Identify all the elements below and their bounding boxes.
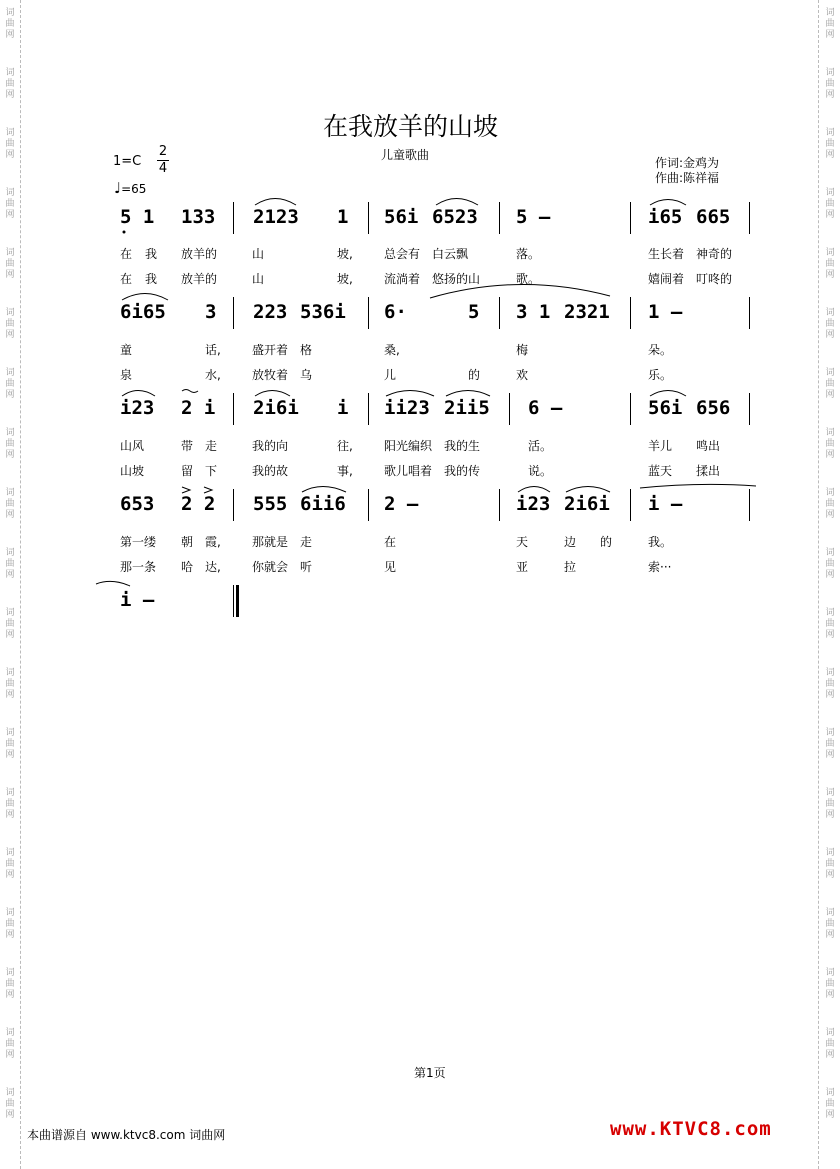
side-watermark-text: 词 曲 网 xyxy=(825,8,835,40)
side-watermark-text: 词 曲 网 xyxy=(5,668,15,700)
lyric: 神奇的 xyxy=(696,247,733,261)
side-watermark-text: 词 曲 网 xyxy=(825,188,835,220)
lyric: 我的生 xyxy=(444,439,481,453)
lyric: 桑, xyxy=(384,343,400,357)
slur xyxy=(446,391,490,397)
quarter-note-icon: ♩ xyxy=(114,179,122,197)
note-group: 2i6i xyxy=(564,493,610,515)
side-watermark-text: 词 曲 网 xyxy=(825,368,835,400)
side-watermark-text: 词 曲 网 xyxy=(825,1028,835,1060)
note-group: i – xyxy=(648,493,683,515)
accent xyxy=(182,487,190,493)
note-group: 2123 xyxy=(253,206,299,228)
lyric: 第一缕 xyxy=(120,535,157,549)
lyric: 白云飘 xyxy=(432,247,469,261)
slur xyxy=(122,391,155,397)
lyric: 活。 xyxy=(528,439,553,453)
lyric: 揉出 xyxy=(696,464,721,478)
side-watermark-text: 词 曲 网 xyxy=(825,968,835,1000)
note-group: 6· xyxy=(384,301,407,323)
note-group: 2 – xyxy=(384,493,419,515)
note-group: i65 xyxy=(648,206,683,228)
side-watermark-text: 词 曲 网 xyxy=(825,308,835,340)
lyric: 放牧着 xyxy=(252,368,289,382)
lyric: 流淌着 xyxy=(384,272,421,286)
lyric: 羊儿 xyxy=(648,439,673,453)
lyric: 听 xyxy=(300,560,313,574)
side-watermark-text: 词 曲 网 xyxy=(5,8,15,40)
side-watermark-text: 词 曲 网 xyxy=(825,428,835,460)
side-watermark-text: 词 曲 网 xyxy=(825,668,835,700)
note-group: i xyxy=(337,397,349,419)
note-group: 665 xyxy=(696,206,731,228)
note-group: 3 1 xyxy=(516,301,551,323)
lyric: 哈 xyxy=(181,560,194,574)
lyric: 亚 xyxy=(516,560,529,574)
lyric: 朝 xyxy=(181,535,194,549)
song-subtitle: 儿童歌曲 xyxy=(381,148,430,162)
note-group: 536i xyxy=(300,301,346,323)
note-group: 2i6i xyxy=(253,397,299,419)
page-number: 第1页 xyxy=(414,1066,446,1080)
lyric: 阳光编织 xyxy=(384,439,433,453)
note-group: 56i xyxy=(648,397,683,419)
lyric: 天 xyxy=(516,535,529,549)
accent xyxy=(204,487,212,493)
note-group: 6523 xyxy=(432,206,478,228)
lyric: 落。 xyxy=(516,247,541,261)
lyric: 泉 xyxy=(120,368,133,382)
side-watermark-text: 词 曲 网 xyxy=(5,308,15,340)
lyric: 坡, xyxy=(337,247,353,261)
lyric: 你就会 xyxy=(252,560,289,574)
note-group: 656 xyxy=(696,397,731,419)
note-group: 2321 xyxy=(564,301,610,323)
lyric: 见 xyxy=(384,560,397,574)
lyric: 留 xyxy=(181,464,194,478)
slur xyxy=(650,391,686,397)
slur xyxy=(518,487,550,493)
lyric: 的 xyxy=(468,368,481,382)
slur xyxy=(302,487,346,493)
lyric: 放羊的 xyxy=(181,272,218,286)
lyric: 总会有 xyxy=(384,247,421,261)
tie-line xyxy=(96,581,130,586)
trill xyxy=(182,390,198,393)
side-watermark-text: 词 曲 网 xyxy=(825,788,835,820)
time-sig-bottom: 4 xyxy=(158,161,168,176)
side-watermark-text: 词 曲 网 xyxy=(5,728,15,760)
lyric: 盛开着 xyxy=(252,343,289,357)
slur xyxy=(255,199,296,206)
lower-octave-dot xyxy=(123,231,126,234)
side-watermark-text: 词 曲 网 xyxy=(825,68,835,100)
tempo-value: =65 xyxy=(121,182,147,196)
side-watermark-text: 词 曲 网 xyxy=(5,1028,15,1060)
side-watermark-text: 词 曲 网 xyxy=(825,848,835,880)
lyric: 话, xyxy=(205,343,221,357)
side-watermark-text: 词 曲 网 xyxy=(5,488,15,520)
lyric: 叮咚的 xyxy=(696,272,733,286)
note-group: 2ii5 xyxy=(444,397,490,419)
site-logo-text: www.KTVC8.com xyxy=(610,1118,772,1140)
lyric: 歌儿唱着 xyxy=(384,464,433,478)
side-watermark-text: 词 曲 网 xyxy=(825,608,835,640)
note-group: i23 xyxy=(516,493,551,515)
lyric: 水, xyxy=(205,368,221,382)
lyric: 走 xyxy=(205,439,218,453)
lyric: 儿 xyxy=(384,368,397,382)
lyric: 格 xyxy=(300,343,313,357)
lyric: 达, xyxy=(205,560,221,574)
lyric: 霞, xyxy=(205,535,221,549)
note-group: ii23 xyxy=(384,397,430,419)
lyric: 带 xyxy=(181,439,194,453)
lyric: 说。 xyxy=(528,464,553,478)
note-group: 223 xyxy=(253,301,288,323)
lyric: 蓝天 xyxy=(648,464,673,478)
note-group: 653 xyxy=(120,493,155,515)
note-group: 6ii6 xyxy=(300,493,346,515)
side-watermark-text: 词 曲 网 xyxy=(5,548,15,580)
side-watermark-text: 词 曲 网 xyxy=(825,548,835,580)
note-group: 6i65 xyxy=(120,301,166,323)
side-watermark-text: 词 曲 网 xyxy=(825,128,835,160)
lyric: 拉 xyxy=(564,560,577,574)
lyric: 我的故 xyxy=(252,464,289,478)
slur xyxy=(566,487,610,493)
lyric: 鸣出 xyxy=(696,439,721,453)
lyric: 乐。 xyxy=(648,368,673,382)
lyric: 往, xyxy=(337,439,353,453)
lyric: 边 xyxy=(564,535,577,549)
lyric: 那就是 xyxy=(252,535,289,549)
side-watermark-text: 词 曲 网 xyxy=(5,428,15,460)
slur xyxy=(430,284,610,298)
slur xyxy=(255,391,290,397)
note-group: 1 – xyxy=(648,301,683,323)
side-watermark-text: 词 曲 网 xyxy=(5,848,15,880)
slur xyxy=(436,199,478,206)
lyric: 走 xyxy=(300,535,313,549)
note-group: 2 2 xyxy=(181,493,216,515)
side-watermark-text: 词 曲 网 xyxy=(825,728,835,760)
side-watermark-text: 词 曲 网 xyxy=(5,908,15,940)
note-group: 6 – xyxy=(528,397,563,419)
key-signature: 1=C xyxy=(113,154,142,169)
tie-line xyxy=(640,484,756,488)
slur xyxy=(122,294,168,301)
time-sig-top: 2 xyxy=(158,144,168,159)
composer: 作曲:陈祥福 xyxy=(655,171,720,185)
lyric: 下 xyxy=(205,464,218,478)
note-group: 2 i xyxy=(181,397,216,419)
note-group: 133 xyxy=(181,206,216,228)
slur xyxy=(650,200,686,206)
lyric: 山坡 xyxy=(120,464,145,478)
side-watermark-text: 词 曲 网 xyxy=(825,908,835,940)
lyric: 欢 xyxy=(516,368,529,382)
side-watermark-text: 词 曲 网 xyxy=(5,1088,15,1120)
note-group: 555 xyxy=(253,493,288,515)
note-group: 3 xyxy=(205,301,217,323)
lyric: 生长着 xyxy=(648,247,685,261)
note-group: 56i xyxy=(384,206,419,228)
side-watermark-text: 词 曲 网 xyxy=(5,788,15,820)
lyric: 我 xyxy=(145,247,158,261)
lyric: 我 xyxy=(145,272,158,286)
lyric: 索··· xyxy=(648,560,672,574)
lyric: 乌 xyxy=(300,368,313,382)
lyric: 童 xyxy=(120,343,133,357)
note-group: i – xyxy=(120,589,155,611)
lyric: 山 xyxy=(252,272,265,286)
lyric: 山 xyxy=(252,247,265,261)
lyricist: 作词:金鸡为 xyxy=(655,156,720,170)
note-group: 5 – xyxy=(516,206,551,228)
lyric: 坡, xyxy=(337,272,353,286)
side-watermark-text: 词 曲 网 xyxy=(5,608,15,640)
slur xyxy=(386,391,434,397)
lyric: 我的向 xyxy=(252,439,289,453)
lyric: 山风 xyxy=(120,439,145,453)
side-watermark-text: 词 曲 网 xyxy=(5,188,15,220)
lyric: 我的传 xyxy=(444,464,481,478)
note-group: i23 xyxy=(120,397,155,419)
lyric: 事, xyxy=(337,464,353,478)
lyric: 在 xyxy=(120,247,133,261)
side-watermark-text: 词 曲 网 xyxy=(5,128,15,160)
side-watermark-text: 词 曲 网 xyxy=(825,488,835,520)
lyric: 那一条 xyxy=(120,560,157,574)
song-title: 在我放羊的山坡 xyxy=(323,112,499,141)
note-group: 1 xyxy=(337,206,349,228)
lyric: 嬉闹着 xyxy=(648,272,685,286)
site-logo xyxy=(610,1118,772,1140)
lyric: 歌。 xyxy=(516,272,541,286)
lyric: 朵。 xyxy=(648,343,673,357)
source-note: 本曲谱源自 www.ktvc8.com 词曲网 xyxy=(27,1128,226,1142)
lyric: 在 xyxy=(384,535,397,549)
lyric: 在 xyxy=(120,272,133,286)
side-watermark-text: 词 曲 网 xyxy=(5,968,15,1000)
note-group: 5 xyxy=(468,301,480,323)
lyric: 悠扬的山 xyxy=(432,272,481,286)
side-watermark-text: 词 曲 网 xyxy=(5,368,15,400)
note-group: 5 1 xyxy=(120,206,155,228)
side-watermark-text: 词 曲 网 xyxy=(825,248,835,280)
side-watermark-text: 词 曲 网 xyxy=(5,68,15,100)
lyric: 我。 xyxy=(648,535,673,549)
side-watermark-text: 词 曲 网 xyxy=(825,1088,835,1120)
lyric: 的 xyxy=(600,535,613,549)
lyric: 梅 xyxy=(516,343,529,357)
side-watermark-text: 词 曲 网 xyxy=(5,248,15,280)
lyric: 放羊的 xyxy=(181,247,218,261)
